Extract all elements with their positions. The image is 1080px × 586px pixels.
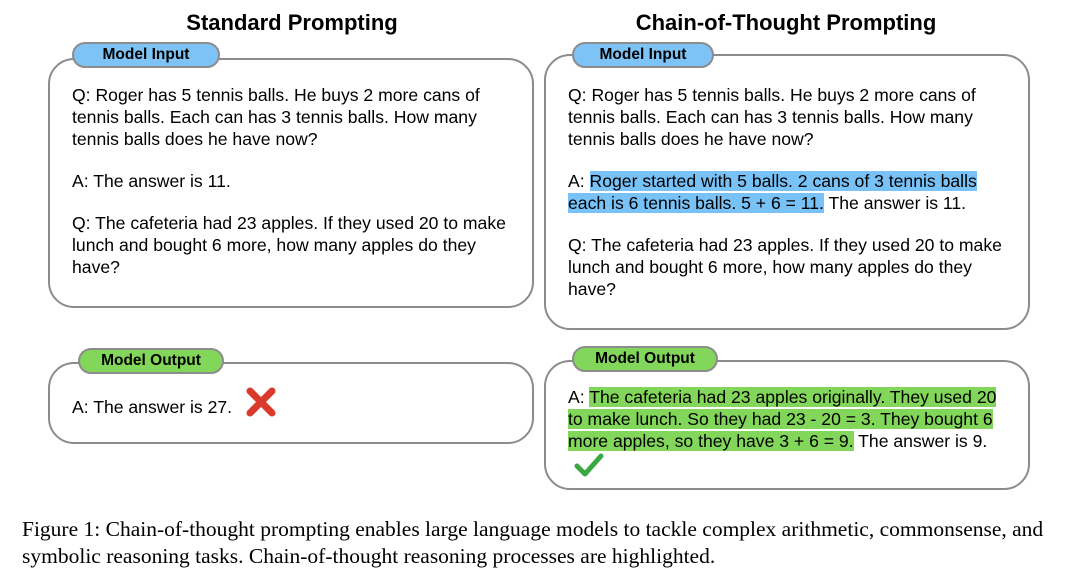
figure-caption: Figure 1: Chain-of-thought prompting enables large language models to tackle complex arithmetic, commonsense, and symbolic reasoning tasks. Chain-of-thought reasoning processes are highlighted. xyxy=(22,517,1044,568)
cot-output-box xyxy=(544,360,1030,490)
cot-input-box xyxy=(544,54,1030,330)
red-cross-icon xyxy=(245,386,277,423)
standard-model-output-tag: Model Output xyxy=(78,348,224,374)
green-check-icon xyxy=(574,452,604,483)
standard-input-box xyxy=(48,58,534,308)
cot-input-answer-1: A: Roger started with 5 balls. 2 cans of 3 tennis balls each is 6 tennis balls. 5 + 6 = 11. The answer is 11. xyxy=(568,171,977,213)
cot-input-reasoning-highlight: Roger started with 5 balls. 2 cans of 3 tennis balls each is 6 tennis balls. 5 + 6 = 11. xyxy=(568,171,977,213)
cot-output-answer: A: The cafeteria had 23 apples originally. They used 20 to make lunch. So they had 23 - 20 = 3. They bought 6 more apples, so they have 3 + 6 = 9. The answer is 9. xyxy=(568,387,997,451)
standard-prompting-title: Standard Prompting xyxy=(186,10,398,35)
standard-output-box xyxy=(48,362,534,444)
standard-input-question-2: Q: The cafeteria had 23 apples. If they used 20 to make lunch and bought 6 more, how many apples do they have? xyxy=(72,213,506,277)
cot-model-output-tag: Model Output xyxy=(572,346,718,372)
cot-model-input-tag: Model Input xyxy=(572,42,714,68)
standard-input-question-1: Q: Roger has 5 tennis balls. He buys 2 more cans of tennis balls. Each can has 3 tennis balls. How many tennis balls does he have now? xyxy=(72,85,480,149)
cot-input-question-1: Q: Roger has 5 tennis balls. He buys 2 more cans of tennis balls. Each can has 3 tennis balls. How many tennis balls does he have now? xyxy=(568,85,976,149)
standard-output-answer: A: The answer is 27. xyxy=(72,397,233,418)
cot-prompting-title: Chain-of-Thought Prompting xyxy=(635,10,937,35)
standard-input-answer-1: A: The answer is 11. xyxy=(72,171,231,191)
cot-input-question-2: Q: The cafeteria had 23 apples. If they used 20 to make lunch and bought 6 more, how many apples do they have? xyxy=(568,235,1002,299)
cot-output-reasoning-highlight: The cafeteria had 23 apples originally. They used 20 to make lunch. So they had 23 - 20 = 3. They bought 6 more apples, so they have 3 + 6 = 9. xyxy=(568,387,997,451)
standard-model-input-tag: Model Input xyxy=(72,42,220,68)
